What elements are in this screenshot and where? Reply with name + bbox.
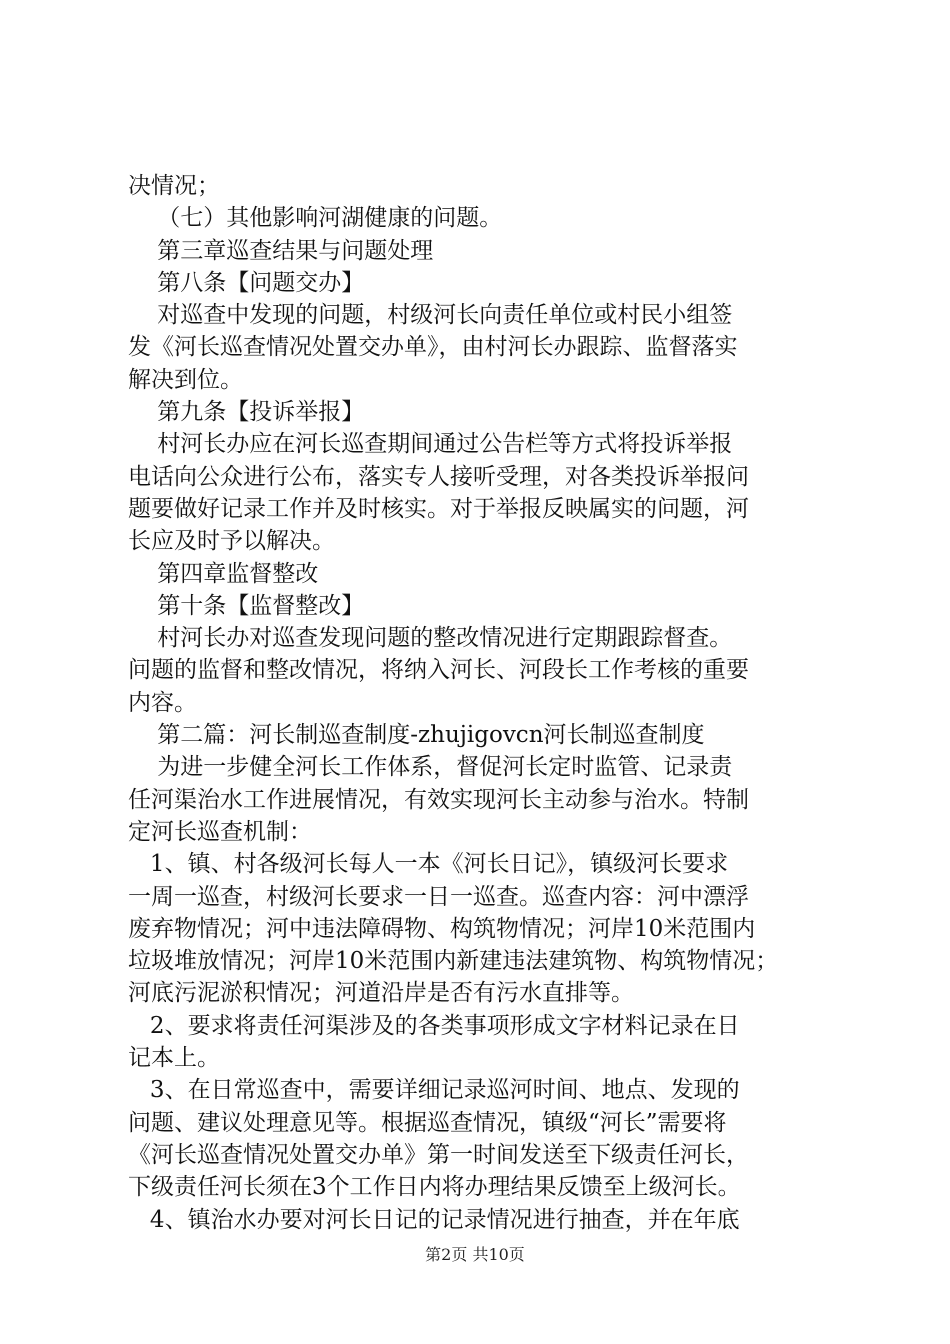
text-line: 《河长巡查情况处置交办单》第一时间发送至下级责任河长，	[128, 1141, 749, 1168]
text-line: 一周一巡查，村级河长要求一日一巡查。巡查内容：河中漂浮	[128, 883, 749, 910]
article-heading: 第十条【监督整改】	[128, 592, 365, 619]
text-line: 电话向公众进行公布，落实专人接听受理，对各类投诉举报问	[128, 463, 749, 490]
list-item-line: 3、在日常巡查中，需要详细记录巡河时间、地点、发现的	[128, 1077, 740, 1104]
text-line: （七）其他影响河湖健康的问题。	[128, 205, 503, 232]
text-line: 解决到位。	[128, 366, 243, 393]
section-heading: 第二篇：河长制巡查制度-zhujigovcn河长制巡查制度	[128, 722, 705, 749]
text-line: 记本上。	[128, 1045, 220, 1072]
text-line: 垃圾堆放情况；河岸10米范围内新建违法建筑物、构筑物情况；	[128, 948, 779, 975]
page-number-label: 第2页 共10页	[425, 1245, 525, 1264]
text-line: 废弃物情况；河中违法障碍物、构筑物情况；河岸10米范围内	[128, 915, 756, 942]
text-line: 任河渠治水工作进展情况，有效实现河长主动参与治水。特制	[128, 786, 749, 813]
chapter-heading: 第四章监督整改	[128, 560, 319, 587]
article-heading: 第八条【问题交办】	[128, 269, 365, 296]
text-line: 发《河长巡查情况处置交办单》，由村河长办跟踪、监督落实	[128, 334, 738, 361]
text-line: 为进一步健全河长工作体系，督促河长定时监管、记录责	[128, 754, 733, 781]
text-line: 题要做好记录工作并及时核实。对于举报反映属实的问题，河	[128, 495, 749, 522]
text-line: 决情况；	[128, 173, 220, 199]
document-body	[128, 170, 838, 1236]
text-line: 河底污泥淤积情况；河道沿岸是否有污水直排等。	[128, 980, 634, 1007]
text-line: 村河长办对巡查发现问题的整改情况进行定期跟踪督查。	[128, 625, 733, 652]
text-line: 内容。	[128, 689, 197, 716]
text-line: 问题的监督和整改情况，将纳入河长、河段长工作考核的重要	[128, 657, 749, 684]
article-heading: 第九条【投诉举报】	[128, 399, 365, 426]
text-line: 对巡查中发现的问题，村级河长向责任单位或村民小组签	[128, 302, 733, 329]
chapter-heading: 第三章巡查结果与问题处理	[128, 237, 434, 264]
list-item-line: 4、镇治水办要对河长日记的记录情况进行抽查，并在年底	[128, 1206, 740, 1233]
page-footer	[0, 1242, 950, 1265]
text-line: 定河长巡查机制：	[128, 818, 312, 845]
text-line: 问题、建议处理意见等。根据巡查情况，镇级“河长”需要将	[128, 1109, 727, 1136]
text-line: 长应及时予以解决。	[128, 528, 335, 555]
list-item-line: 1、镇、村各级河长每人一本《河长日记》，镇级河长要求	[128, 851, 729, 878]
list-item-line: 2、要求将责任河渠涉及的各类事项形成文字材料记录在日	[128, 1012, 740, 1039]
text-line: 下级责任河长须在3个工作日内将办理结果反馈至上级河长。	[128, 1174, 741, 1201]
text-line: 村河长办应在河长巡查期间通过公告栏等方式将投诉举报	[128, 431, 733, 458]
